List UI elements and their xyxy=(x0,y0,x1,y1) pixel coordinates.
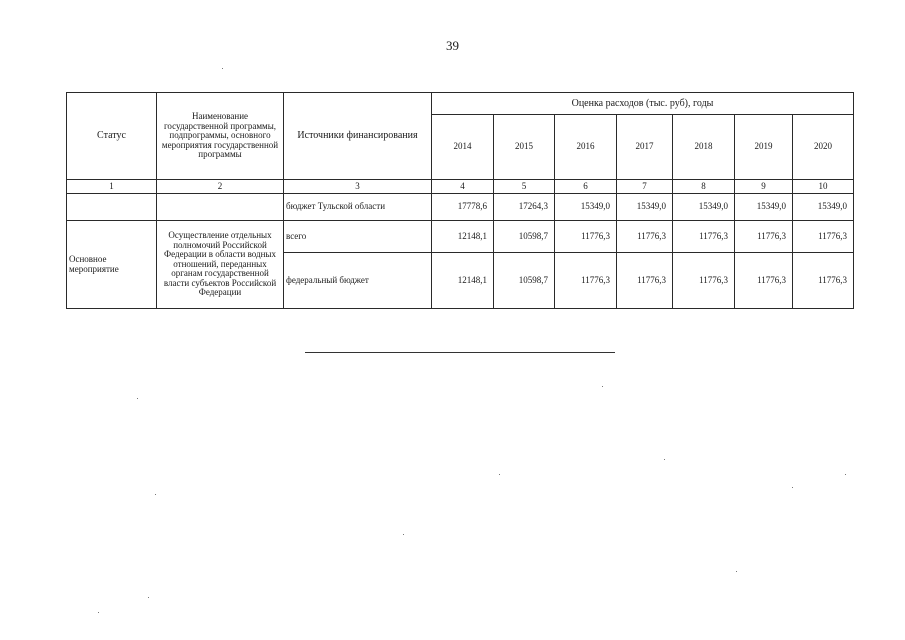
scan-speck xyxy=(137,398,138,399)
separator-line xyxy=(305,352,615,353)
value-cell: 11776,3 xyxy=(555,221,617,253)
header-year: 2014 xyxy=(432,115,494,180)
financing-table xyxy=(66,92,854,309)
source-cell: федеральный бюджет xyxy=(284,253,432,309)
value-cell: 11776,3 xyxy=(735,253,793,309)
column-number: 2 xyxy=(157,180,284,194)
scan-speck xyxy=(155,494,156,495)
scan-speck xyxy=(148,597,149,598)
value-cell: 15349,0 xyxy=(555,194,617,221)
status-cell xyxy=(67,194,157,221)
scan-speck xyxy=(98,612,99,613)
name-cell xyxy=(157,194,284,221)
value-cell: 11776,3 xyxy=(673,253,735,309)
scan-speck xyxy=(222,68,223,69)
header-year: 2020 xyxy=(793,115,854,180)
scan-speck xyxy=(845,474,846,475)
value-cell: 10598,7 xyxy=(494,221,555,253)
table-row xyxy=(67,221,854,253)
header-year: 2019 xyxy=(735,115,793,180)
value-cell: 11776,3 xyxy=(555,253,617,309)
value-cell: 15349,0 xyxy=(617,194,673,221)
source-cell: бюджет Тульской области xyxy=(284,194,432,221)
value-cell: 17778,6 xyxy=(432,194,494,221)
value-cell: 11776,3 xyxy=(617,253,673,309)
scan-speck xyxy=(403,534,404,535)
column-number: 4 xyxy=(432,180,494,194)
column-number: 1 xyxy=(67,180,157,194)
value-cell: 12148,1 xyxy=(432,253,494,309)
header-sources: Источники финансирования xyxy=(284,93,432,180)
source-cell: всего xyxy=(284,221,432,253)
column-number: 7 xyxy=(617,180,673,194)
value-cell: 11776,3 xyxy=(793,221,854,253)
column-number: 10 xyxy=(793,180,854,194)
table-row xyxy=(67,194,854,221)
value-cell: 11776,3 xyxy=(735,221,793,253)
name-cell: Осуществление отдельных полномочий Российской Федерации в области водных отношений, переданных органам государственной власти субъектов Российской Федерации xyxy=(157,221,284,309)
column-number: 8 xyxy=(673,180,735,194)
header-year: 2016 xyxy=(555,115,617,180)
header-expenses: Оценка расходов (тыс. руб), годы xyxy=(432,93,854,115)
value-cell: 12148,1 xyxy=(432,221,494,253)
column-number: 3 xyxy=(284,180,432,194)
status-cell: Основное мероприятие xyxy=(67,221,157,309)
value-cell: 15349,0 xyxy=(673,194,735,221)
value-cell: 15349,0 xyxy=(793,194,854,221)
header-year: 2015 xyxy=(494,115,555,180)
scan-speck xyxy=(664,459,665,460)
value-cell: 11776,3 xyxy=(673,221,735,253)
scan-speck xyxy=(792,487,793,488)
value-cell: 11776,3 xyxy=(793,253,854,309)
header-year: 2018 xyxy=(673,115,735,180)
scan-speck xyxy=(602,386,603,387)
column-numbers-row xyxy=(67,180,854,194)
value-cell: 15349,0 xyxy=(735,194,793,221)
column-number: 9 xyxy=(735,180,793,194)
scan-speck xyxy=(499,474,500,475)
scan-speck xyxy=(736,571,737,572)
value-cell: 11776,3 xyxy=(617,221,673,253)
value-cell: 10598,7 xyxy=(494,253,555,309)
value-cell: 17264,3 xyxy=(494,194,555,221)
column-number: 6 xyxy=(555,180,617,194)
header-year: 2017 xyxy=(617,115,673,180)
header-status: Статус xyxy=(67,93,157,180)
column-number: 5 xyxy=(494,180,555,194)
header-name: Наименование государственной программы, подпрограммы, основного мероприятия государственной программы xyxy=(157,93,284,180)
page-number: 39 xyxy=(446,38,459,53)
